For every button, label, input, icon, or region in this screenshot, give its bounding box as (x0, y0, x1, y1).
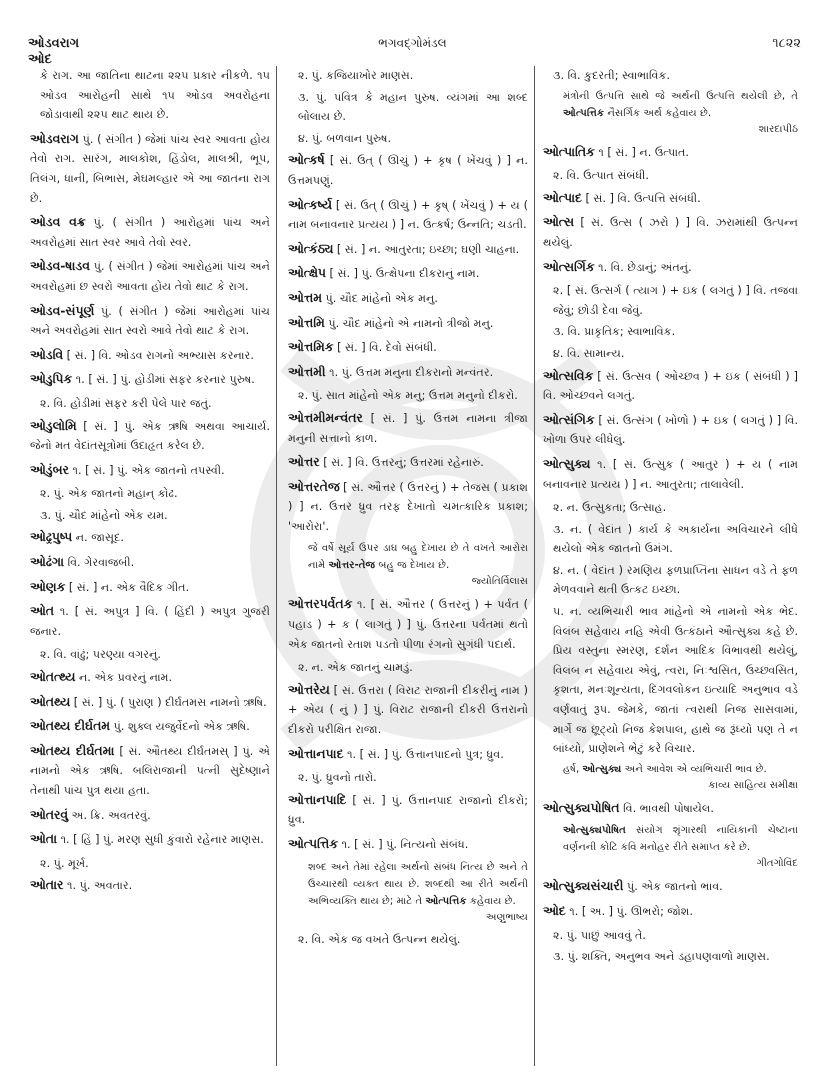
entry-headword: ઓત્સુક્યપોષિત (543, 799, 620, 815)
entry-headword: ઓઢંગા (30, 554, 64, 570)
entry-definition: અ. ક્રિ. અવતરવું. (71, 808, 151, 822)
guide-word-last: ઓદ (28, 52, 52, 67)
entry-sense: ૨. ન. ઉત્સુકતા; ઉત્સાહ. (553, 501, 667, 515)
entry-definition: ૧. [ સં. ઉત્સુક ( આતુર ) + ય ( નામ બનાવનાર પ્રત્યય ) ] ન. આતુરતા; તાલાવેલી. (543, 457, 798, 491)
dictionary-entry (543, 188, 798, 209)
entry-headword: ઓત્ક્ષેપ (288, 265, 326, 281)
page-header (0, 26, 825, 67)
dictionary-entry (30, 345, 270, 366)
entry-definition: [ સં. ] વિ. ઓડવ રાગનો અભ્યાસ કરનાર. (66, 348, 254, 362)
entry-definition: ૧. [ સં. ઔત્તર ( ઉત્તરનું ) + પર્વત ( પહાડ ) + ક ( લાગતું ) ] પું. ઉત્તરના પર્વતમાં થતો એક જાતનો રતાશ પડતો પીળા રંગનો સુગંધી પદાર્થ. (288, 598, 529, 651)
page-number: ૧૮૨૨ (772, 36, 801, 51)
entry-definition: પું. ચૌદ માંહેનો એ નામનો ત્રીજો મનુ. (328, 316, 494, 330)
entry-definition: ૧. [ સં. અપુત્ર ] વિ. ( હિંદી ) અપુત્ર ગુજરી જનાર. (30, 605, 270, 638)
entry-definition: પું. એક જાતનો ભાવ. (626, 880, 723, 894)
entry-headword: ઓત્સર્ગિક (543, 258, 595, 274)
quote-source: કાવ્ય સાહિત્ય સમીક્ષા (708, 779, 798, 791)
entry-definition: ૧. [ સં. ] પું. ઉત્તાનપાદનો પુત્ર; ધ્રુવ. (347, 747, 504, 761)
entry-definition: ૧. [ અ. ] પું. ઊભરો; જોશ. (569, 905, 693, 918)
usage-quote (543, 822, 798, 856)
entry-headword: ઓતથ્ય દીર્ઘતમ (30, 718, 111, 734)
dictionary-entry (30, 301, 270, 341)
quote-source: ગીતગોવિંદ (756, 858, 798, 870)
entry-headword: ઓત્કર્ષ્ય (288, 196, 333, 212)
entry-definition: ૧. પું. ઉત્તમ મનુના દીકરાનો મન્વંતર. (329, 365, 494, 379)
entry-definition: ન. જાસૂદ. (75, 531, 124, 545)
dictionary-entry (543, 876, 798, 897)
entry-sense: ૪. વિ. સામાન્ય. (553, 346, 625, 360)
entry-definition: [ સં. ઉત્સ ( ઝરો ) ] વિ. ઝરામાંથી ઉત્પન્ન થયેલું. (543, 216, 798, 249)
quote-text-before: જે વર્ષે સૂર્ય ઉપર ડાઘ બહુ દેખાય છે તે વખતે આરોરા નામે (308, 543, 528, 572)
entry-definition: પું. ( સંગીત ) જેમાં આરોહમાં પાંચ અને અવરોહમાં સાત સ્વરો આવે તેવો થાટ કે રાગ. (30, 304, 271, 338)
entry-headword: ઓત્તાનપાદ (288, 745, 344, 761)
dictionary-entry (30, 552, 270, 573)
entry-headword: ઓત્સ (543, 214, 574, 230)
quote-text-after: અને આવેશ એ વ્યભિચારી ભાવ છે. (621, 763, 767, 775)
entry-definition: [ સં. ] વિ. ઉત્તરનું; ઉત્તરમાં રહેનારું. (323, 456, 484, 470)
dictionary-entry (288, 594, 528, 654)
column-middle (288, 66, 528, 951)
dictionary-columns (0, 66, 825, 1066)
entry-definition: [ સં. ] પું. ( પુરાણ ) દીર્ઘતમસ નામનો ઋષિ. (73, 695, 267, 709)
dictionary-entry (543, 901, 798, 922)
entry-headword: ઓડુંબર (30, 461, 69, 477)
entry-sense: ૨. વિ. વાંઢું; પરણ્યા વગરનું. (40, 648, 161, 662)
dictionary-entry (543, 798, 798, 819)
entry-sense: ૨. વિ. હોડીમાં સફર કરી પેલે પાર જતું. (40, 396, 212, 410)
entry-definition: [ સં. ] ન. આતુરતા; ઇચ્છા; ઘણી ચાહના. (336, 242, 520, 256)
dictionary-entry (30, 129, 270, 208)
book-title: ભગવદ્ગોમંડલ (378, 36, 447, 50)
entry-headword: ઓતથ્ય (30, 693, 71, 709)
entry-definition: પું. ( સંગીત ) આરોહમાં પાંચ અને અવરોહમાં સાત સ્વર આવે તેવો સ્વર. (30, 216, 270, 249)
entry-headword: ઓતથ્ય દીર્ઘતમા (30, 742, 115, 758)
continued-sense: ૪. પું. બળવાન પુરુષ. (298, 131, 392, 145)
dictionary-entry (288, 477, 528, 537)
dictionary-entry (30, 667, 270, 688)
quote-text-before: શબ્દ અને તેમાં રહેલા અર્થનો સંબંધ નિત્ય છે અને તે ઉચ્ચારથી વ્યક્ત થાય છે. શબ્દથી આ રીતે અર્થની અભિવ્યક્તિ થાય છે; માટે તે (308, 861, 528, 907)
dictionary-entry (543, 212, 798, 252)
dictionary-entry (30, 460, 270, 481)
quote-source: અણુભાષ્ય (485, 911, 528, 923)
entry-definition: ૧. [ સં. ] પું. હોડીમાં સફર કરનાર પુરુષ. (75, 373, 255, 387)
entry-headword: ઓત્તર (288, 454, 320, 470)
entry-definition: ૧. [ હિં ] પું. મરણ સુધી કુંવારો રહેનાર માણસ. (60, 833, 264, 847)
dictionary-entry (30, 741, 270, 801)
dictionary-entry (30, 577, 270, 598)
quote-headword: ઓત્તર-તેજ (328, 560, 376, 572)
dictionary-entry (288, 834, 528, 855)
entry-headword: ઓડવ વક્ર (30, 214, 86, 230)
entry-headword: ઓતાર (30, 877, 64, 893)
entry-headword: ઓતા (30, 831, 58, 847)
dictionary-entry (543, 410, 798, 450)
entry-headword: ઓડુપિક (30, 371, 73, 387)
entry-headword: ઓત્તરપર્વતક (288, 596, 353, 612)
dictionary-entry (543, 366, 798, 406)
entry-definition: [ સં. ] પું. ઉત્તાનપાદ રાજાનો દીકરો; ધ્રુવ. (288, 793, 528, 827)
dictionary-entry (288, 263, 528, 284)
entry-sense: ૫. ન. વ્યભિચારી ભાવ માંહેનો એ નામનો એક ભેદ. વિલંબ સહેવાય નહિ એવી ઉત્કંઠાને ઔત્સુક્ય કહે છે. પ્રિય વસ્તુના સ્મરણ, દર્શન આદિક વિભાવથી થયેલું, વિલંબ ન સહેવાય એવું, ત્વરા, નિઃશ્વસિત, ઉચ્છ્વસિત, કૃશતા, મનઃશૂન્યતા, દિગવલોકન ઇત્યાદિ અનુભાવ વડે વર્ણવાતું રૂપ. જેમકે, જાતાં ત્વરાથી નિજ સાસવામાં, માર્ગે જ છૂટ્યો નિજ કેશપાલ, હાથે જ રૂંધ્યો પણ તે ન બાંધ્યો, પ્રાણેશને ભેટું કરે વિચાર. (553, 605, 798, 756)
quote-headword: ઓત્પત્તિક (563, 107, 605, 119)
quote-headword: ઓત્સુક્ય (582, 763, 622, 775)
continued-sense: ૩. વિ. કુદરતી; સ્વાભાવિક. (553, 69, 670, 82)
entry-sense: ૨. પું. ધ્રુવનો તારો. (298, 771, 377, 785)
entry-headword: ઓત્તમ (288, 289, 322, 305)
entry-definition: [ સં. ] પું. એક ઋષિ અથવા આચાર્ય. જેનો મત વેદાંતસૂત્રોમાં ઉદાહૃત કરેલ છે. (30, 419, 271, 453)
entry-definition: [ સં. ઉત્સવ ( ઓચ્છવ ) + ઇક ( સંબંધી ) ] વિ. ઓચ્છવને લગતું. (543, 369, 798, 403)
entry-headword: ઓત્તમીમન્વંતર (288, 409, 363, 425)
entry-headword: ઓત્તરેય (288, 681, 330, 697)
continued-text: કે રાગ. આ જાતિના થાટના ૨૨૫ પ્રકાર નીકળે. ૧૫ ઓડવ આરોહની સાથે ૧૫ ઓડવ અવરોહના જોડાવાથી ૨૨૫ થાટ થાય છે. (40, 69, 270, 122)
dictionary-entry (30, 527, 270, 548)
entry-definition: ૧. [ સં. ] પું. નિત્યનો સંબંધ. (341, 838, 469, 851)
entry-definition: [ સં. ઉત્ ( ઊચું ) + કૃષ્ ( ખેંચવું ) + ય ( નામ બનાવનાર પ્રત્યય ) ] ન. ઉત્કર્ષ; ઉન્નતિ; ચડતી. (288, 198, 528, 232)
entry-definition: [ સં. ] પું. ઉત્તમ નામના ત્રીજા મનુની સત્તાનો કાળ. (288, 411, 528, 445)
continued-sense: ૨. પું. કજિયાખોર માણસ. (298, 69, 414, 82)
entry-definition: [ સં. ] વિ. ઉત્પત્તિ સંબંધી. (585, 191, 701, 205)
entry-definition: ૧. પું. અવતાર. (66, 879, 133, 893)
entry-definition: [ સં. ] વિ. દેવો સંબંધી. (337, 341, 437, 355)
dictionary-entry (543, 257, 798, 278)
entry-sense: ૨. વિ. એક જ વખતે ઉત્પન્ન થયેલું. (298, 932, 461, 946)
entry-definition: [ સં. ઔતથ્ય દીર્ઘતમસ્ ] પું. એ નામનો એક ઋષિ. બલિરાજાની પત્ની સુદેષ્ણાને તેનાથી પાંચ પુત્ર થયા હતા. (30, 744, 271, 797)
entry-definition: [ સં. ઉત્સંગ ( ખોળો ) + ઇક ( લગતું ) ] વિ. ખોળા ઉપર લીધેલું. (543, 413, 799, 447)
entry-headword: ઓત્સુક્યસંચારી (543, 878, 624, 894)
entry-definition: વિ. ભાવથી પોષાયેલ. (623, 801, 714, 815)
dictionary-entry (288, 744, 528, 765)
guide-word-first: ઓડવરાગ (28, 36, 80, 51)
entry-sense: ૨. પું. સાત માંહેનો એક મનુ; ઉત્તમ મનુનો દીકરો. (298, 389, 518, 403)
entry-sense: ૩. પું. ચૌદ માંહેનો એક યમ. (40, 508, 168, 522)
quote-headword: ઓત્પત્તિક (425, 895, 467, 907)
entry-headword: ઓત્પાતિક (543, 143, 595, 159)
dictionary-entry (288, 790, 528, 830)
usage-quote (543, 88, 798, 122)
entry-headword: ઓત્પત્તિક (288, 836, 338, 851)
entry-headword: ઓત્સવિક (543, 367, 594, 383)
usage-quote (288, 540, 528, 574)
quote-source: શારદાપીઠ (758, 123, 798, 135)
dictionary-entry (288, 239, 528, 260)
dictionary-entry (30, 212, 270, 252)
dictionary-entry (288, 452, 528, 473)
entry-headword: ઓડવિ (30, 346, 64, 362)
entry-sense: ૨. ન. એક જાતનું ચામડું. (298, 661, 413, 675)
entry-headword: ઓત્તમી (288, 363, 326, 379)
quote-headword: ઓત્સુક્યપોષિત (563, 825, 626, 837)
quote-text-before: હર્ષ, (563, 763, 583, 775)
quote-source: જ્યોતિર્વિલાસ (471, 576, 528, 588)
dictionary-entry (288, 195, 528, 235)
dictionary-entry (30, 256, 270, 296)
dictionary-entry (30, 829, 270, 850)
entry-headword: ઓઢ્રપુષ્પ (30, 529, 73, 545)
entry-definition: ૧. વિ. છેડાનું; અંતનું. (598, 260, 692, 274)
column-left (30, 66, 270, 900)
entry-definition: પું. ( સંગીત ) જેમાં પાંચ સ્વર આવતા હોય તેવો રાગ. સારંગ, માલકોશ, હિંડોલ, માલશ્રી, ભૂપ, તિલંગ, ધાની, બિભાસ, મેઘમલ્હાર એ આ જાતના રાગ છે. (30, 132, 270, 205)
entry-definition: ૧. [ સં. ] પું. એક જાતનો તપસ્વી. (72, 463, 225, 477)
entry-sense: ૨. [ સં. ઉત્સર્ગ ( ત્યાગ ) + ઇક ( લગતું ) ] વિ. તજવા જેવું; છોડી દેવા જેવું. (553, 284, 798, 317)
entry-headword: ઓડવ-ષાડવ (30, 258, 90, 274)
entry-headword: ઓત્તમિ (288, 314, 325, 330)
entry-definition: [ સં. ] ન. એક વૈદિક ગીત. (68, 580, 190, 594)
entry-headword: ઓણક (30, 578, 66, 594)
dictionary-entry (288, 337, 528, 358)
dictionary-entry (30, 875, 270, 896)
dictionary-entry (30, 369, 270, 390)
entry-headword: ઓત્તાનપાદિ (288, 791, 347, 807)
entry-headword: ઓડવ-સંપૂર્ણ (30, 302, 95, 318)
column-right (543, 66, 798, 969)
quote-text-after: બહુ જ દેખાય છે. (375, 560, 450, 572)
dictionary-entry (288, 408, 528, 448)
entry-headword: ઓત્પાદ (543, 189, 582, 205)
entry-sense: ૩. પું. શક્તિ, અનુભવ અને ડહાપણવાળો માણસ. (553, 950, 770, 964)
dictionary-entry (30, 805, 270, 826)
dictionary-entry (30, 692, 270, 713)
entry-headword: ઓતત્થ્ય (30, 669, 76, 685)
entry-headword: ઓડવરાગ (30, 130, 79, 146)
dictionary-entry (30, 601, 270, 641)
entry-headword: ઓત્તમિક (288, 339, 334, 355)
entry-definition: પું. ચૌદ માંહેનો એક મનુ. (325, 291, 438, 305)
entry-headword: ઓત્તરતેજ (288, 478, 340, 494)
entry-headword: ઓત્કર્ષ (288, 152, 325, 168)
dictionary-entry (543, 454, 798, 494)
entry-sense: ૨. પું. એક જાતનો મહાન્ કોઢ. (40, 487, 178, 501)
quote-text-after: સંયોગ શૃંગારથી નાયિકાની ચેષ્ટાના વર્ણનની કોટિ કવિ મનોહર રીતે સમાપ્ત કરે છે. (563, 825, 798, 854)
quote-text-after: નૈસર્ગિક અર્થ કહેવાય છે. (604, 107, 712, 119)
entry-sense: ૨. વિ. ઉત્પાત સંબંધી. (553, 169, 649, 183)
entry-headword: ઓદ (543, 903, 566, 918)
dictionary-entry (288, 288, 528, 309)
entry-headword: ઓડુલોમિ (30, 417, 77, 433)
entry-definition: પું. શુક્લ યજુર્વેદનો એક ઋષિ. (113, 720, 250, 734)
dictionary-entry (30, 416, 270, 456)
usage-quote (288, 859, 528, 910)
dictionary-entry (30, 716, 270, 737)
entry-definition: પું. ( સંગીત ) જેમાં આરોહમાં પાંચ અને અવરોહમાં છ સ્વરો આવતા હોય તેવો થાટ કે રાગ. (30, 260, 270, 293)
entry-sense: ૪. ન. ( વેદાંત ) રમણિય ફળપ્રાપ્તિના સાધન વડે તે ફળ મેળવવાને થતી ઉત્કટ ઇચ્છા. (553, 563, 798, 597)
entry-sense: ૨. પું. પાછું આવવું તે. (553, 928, 646, 942)
entry-definition: વિ. ગેરવાજબી. (67, 556, 135, 570)
dictionary-entry (288, 362, 528, 383)
usage-quote (543, 761, 798, 778)
dictionary-entry (288, 150, 528, 190)
entry-definition: [ સં. ઉત્તરા ( વિરાટ રાજાની દીકરીનું નામ ) + એય ( નું ) ] પું. વિરાટ રાજાની દીકરી ઉત્તરાનો દીકરો પરીક્ષિત રાજા. (288, 683, 528, 737)
entry-headword: ઓત્કંઠ્ય (288, 240, 334, 256)
quote-text-before: મંત્રોની ઉત્પત્તિ સાથે જે અર્થની ઉત્પત્તિ થયેલી છે, તે (563, 90, 798, 102)
entry-definition: [ સં. ઉત્ ( ઊચું ) + કૃષ ( ખેંચવું ) ] ન. ઉત્તમપણું. (288, 154, 528, 187)
continued-sense: ૩. પું. પવિત્ર કે મહાન પુરુષ. વ્યંગમાં આ શબ્દ બોલાય છે. (298, 90, 528, 124)
entry-headword: ઓત્સુક્ય (543, 455, 591, 471)
entry-headword: ઓત (30, 603, 54, 619)
entry-definition: ૧ [ સં. ] ન. ઉત્પાત. (598, 145, 689, 159)
dictionary-entry (543, 142, 798, 163)
dictionary-entry (288, 680, 528, 740)
entry-headword: ઓત્સંગિક (543, 411, 595, 427)
entry-definition: [ સં. ઔત્તર ( ઉત્તરનું ) + તેજસ ( પ્રકાશ ) ] ન. ઉત્તર ધ્રુવ તરફ દેખાતો ચમત્કારિક પ્રકાશ; 'આરોરા'. (288, 480, 528, 533)
entry-sense: ૨. પું. મૂર્ખ. (40, 856, 89, 870)
entry-definition: ન. એક પ્રવરનું નામ. (78, 671, 173, 685)
entry-sense: ૩. ન. ( વેદાંત ) કાર્ય કે અકાર્યના અવિચારને લીધે થયેલો એક જાતનો ઉમંગ. (553, 522, 798, 556)
quote-text-after: કહેવાય છે. (466, 895, 516, 907)
entry-definition: [ સં. ] પું. ઉત્ક્ષેપના દીકરાનું નામ. (329, 267, 480, 281)
entry-headword: ઓતરવું (30, 806, 69, 822)
entry-sense: ૩. વિ. પ્રાકૃતિક; સ્વાભાવિક. (553, 325, 676, 339)
dictionary-entry (288, 313, 528, 334)
